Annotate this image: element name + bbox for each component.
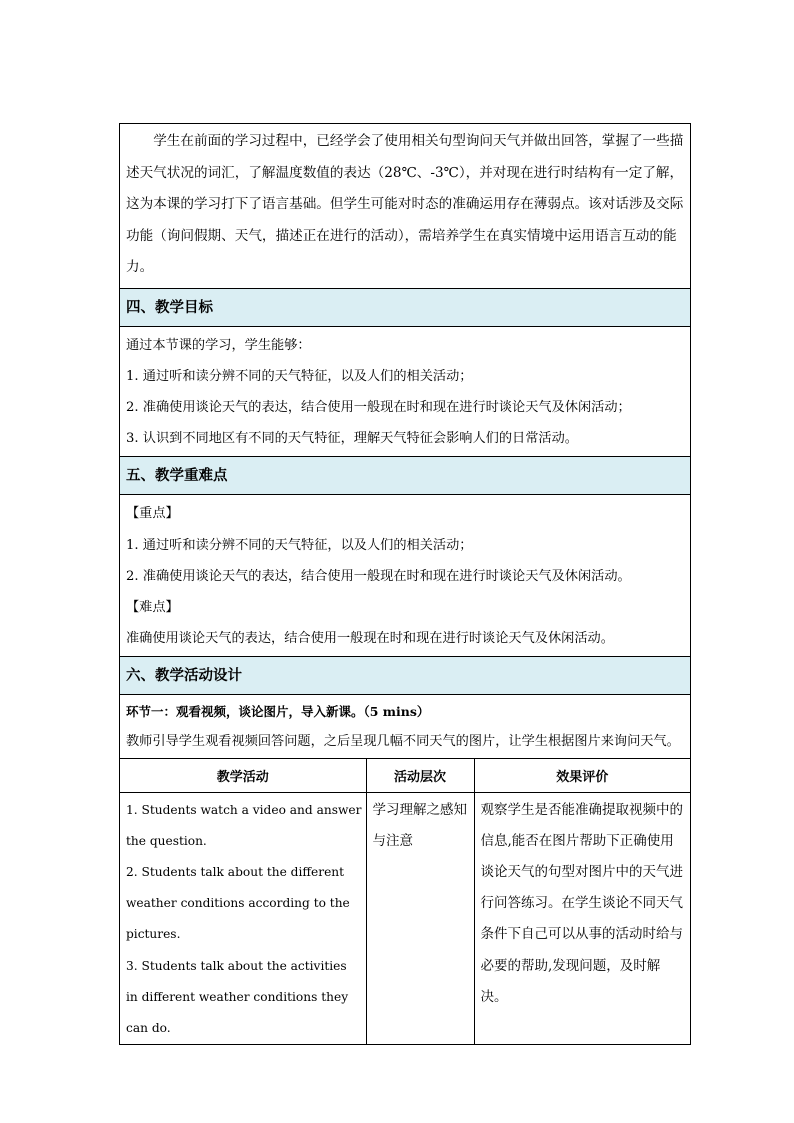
difficult-text: 准确使用谈论天气的表达，结合使用一般现在时和现在进行时谈论天气及休闲活动。 <box>126 631 614 647</box>
lesson-plan-table <box>119 123 691 1045</box>
objectives-heading: 四、教学目标 <box>120 289 690 327</box>
step-title: 环节一：观看视频，谈论图片，导入新课。（5 mins） <box>126 704 430 720</box>
learner-analysis-text: 学生在前面的学习过程中，已经学会了使用相关句型询问天气并做出回答，掌握了一些描述天气状况的词汇，了解温度数值的表达（28℃、-3℃），并对现在进行时结构有一定了解，这为本课的学习打下了语言基础。但学生可能对时态的准确运用存在薄弱点。该对话涉及交际功能（询问假期、天气，描述正在进行的活动），需培养学生在真实情境中运用语言互动的能力。 <box>126 133 684 275</box>
keypoints-heading: 五、教学重难点 <box>120 457 690 495</box>
objectives-lead: 通过本节课的学习，学生能够： <box>126 337 311 353</box>
difficult-label: 【难点】 <box>126 599 179 615</box>
objective-item: 3. 认识到不同地区有不同的天气特征，理解天气特征会影响人们的日常活动。 <box>126 431 578 447</box>
step-intro <box>120 695 690 757</box>
learner-analysis-section <box>120 124 690 289</box>
activity-table-header <box>120 758 690 792</box>
objective-item: 1. 通过听和读分辨不同的天气特征，以及人们的相关活动； <box>126 368 473 384</box>
design-heading: 六、教学活动设计 <box>120 657 690 695</box>
objective-item: 2. 准确使用谈论天气的表达，结合使用一般现在时和现在进行时谈论天气及休闲活动； <box>126 399 631 415</box>
level-cell: 学习理解之感知与注意 <box>366 792 474 1044</box>
key-item: 1. 通过听和读分辨不同的天气特征，以及人们的相关活动； <box>126 537 473 553</box>
activity-item: 3. Students talk about the activities in different weather conditions they can do. <box>126 958 349 1035</box>
step-description: 教师引导学生观看视频回答问题，之后呈现几幅不同天气的图片，让学生根据图片来询问天气。 <box>126 734 680 750</box>
header-level: 活动层次 <box>366 758 474 792</box>
activity-table <box>120 758 690 1045</box>
keypoints-body <box>120 495 690 657</box>
header-evaluation: 效果评价 <box>474 758 690 792</box>
key-label: 【重点】 <box>126 506 179 522</box>
table-row <box>120 792 690 1044</box>
design-body <box>120 695 690 1044</box>
evaluation-cell: 观察学生是否能准确提取视频中的信息,能否在图片帮助下正确使用谈论天气的句型对图片中的天气进行问答练习。在学生谈论不同天气条件下自己可以从事的活动时给与必要的帮助,发现问题，及时解决。 <box>474 792 690 1044</box>
header-activity: 教学活动 <box>120 758 366 792</box>
activity-item: 2. Students talk about the different weather conditions according to the pictures. <box>126 864 350 942</box>
key-item: 2. 准确使用谈论天气的表达，结合使用一般现在时和现在进行时谈论天气及休闲活动。 <box>126 568 631 584</box>
activity-item: 1. Students watch a video and answer the question. <box>126 802 362 848</box>
objectives-body <box>120 327 690 458</box>
activity-cell <box>120 792 366 1044</box>
